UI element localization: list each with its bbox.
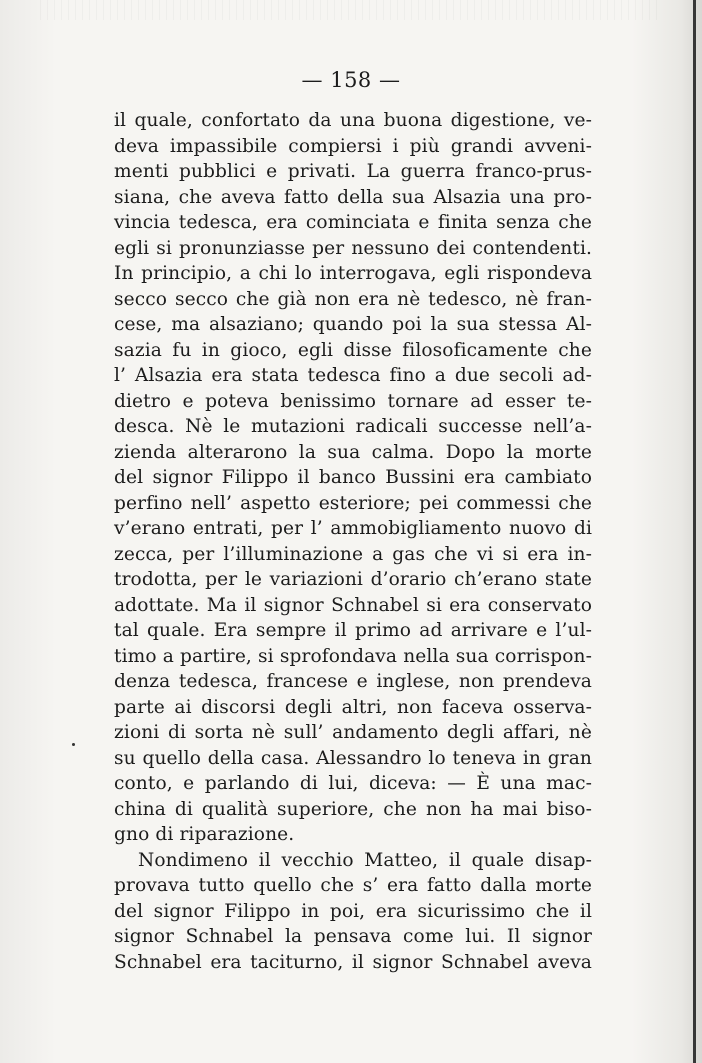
text-line: timo a partire, si sprofondava nella sua corrispon- [114,645,592,667]
page-edge-shadow [693,0,696,1063]
text-line: desca. Nè le mutazioni radicali successe nell’a- [114,416,592,437]
text-line: siana, che aveva fatto della sua Alsazia una pro- [114,186,592,208]
text-line: del signor Filippo in poi, era sicurissimo che il [114,900,592,922]
text-line: menti pubblici e privati. La guerra franco-prus- [114,161,592,182]
scan-noise [40,0,660,20]
text-line: china di qualità superiore, che non ha mai biso- [114,798,592,820]
text-line: l’ Alsazia era stata tedesca fino a due secoli ad- [114,365,592,386]
text-line: deva impassibile compiersi i più grandi avveni- [114,135,592,157]
ink-speck [72,743,75,746]
text-line: adottate. Ma il signor Schnabel si era conservato [114,594,592,616]
text-line: zienda alterarono la sua calma. Dopo la morte [114,441,592,463]
paragraph-end-line: gno di riparazione. [114,824,295,845]
text-line: cese, ma alsaziano; quando poi la sua stessa Al- [114,314,592,335]
text-line: trodotta, per le variazioni d’orario ch’erano state [114,569,592,590]
text-line: secco secco che già non era nè tedesco, nè fran- [114,288,592,310]
text-line: dietro e poteva benissimo tornare ad esser te- [114,390,592,412]
text-line: perfino nell’ aspetto esteriore; pei commessi che [114,492,592,514]
text-line: signor Schnabel la pensava come lui. Il signor [114,926,592,947]
body-text [114,108,592,975]
text-line: tal quale. Era sempre il primo ad arrivare e l’ul- [114,620,592,641]
text-line: In principio, a chi lo interrogava, egli rispondeva [114,263,592,284]
text-line: v’erano entrati, per l’ ammobigliamento nuovo di [114,518,592,539]
text-line: vincia tedesca, era cominciata e finita senza che [114,212,592,233]
text-line: Schnabel era taciturno, il signor Schnabel aveva [114,951,592,973]
text-line: parte ai discorsi degli altri, non faceva osserva- [114,696,592,718]
text-line: del signor Filippo il banco Bussini era cambiato [114,467,592,488]
text-line: il quale, confortato da una buona digestione, ve- [114,110,592,131]
paragraph-start-line: Nondimeno il vecchio Matteo, il quale disap- [138,849,592,871]
page-number: — 158 — [301,68,401,92]
text-line: egli si pronunziasse per nessuno dei contendenti. [114,237,592,259]
text-line: zecca, per l’illuminazione a gas che vi si era in- [114,543,592,565]
text-line: denza tedesca, francese e inglese, non prendeva [114,671,592,692]
text-line: su quello della casa. Alessandro lo teneva in gran [114,747,592,769]
text-line: sazia fu in gioco, egli disse filosoficamente che [114,339,592,361]
text-line: zioni di sorta nè sull’ andamento degli affari, nè [114,722,592,743]
text-line: conto, e parlando di lui, diceva: — È una mac- [114,773,592,794]
text-line: provava tutto quello che s’ era fatto dalla morte [114,875,592,896]
